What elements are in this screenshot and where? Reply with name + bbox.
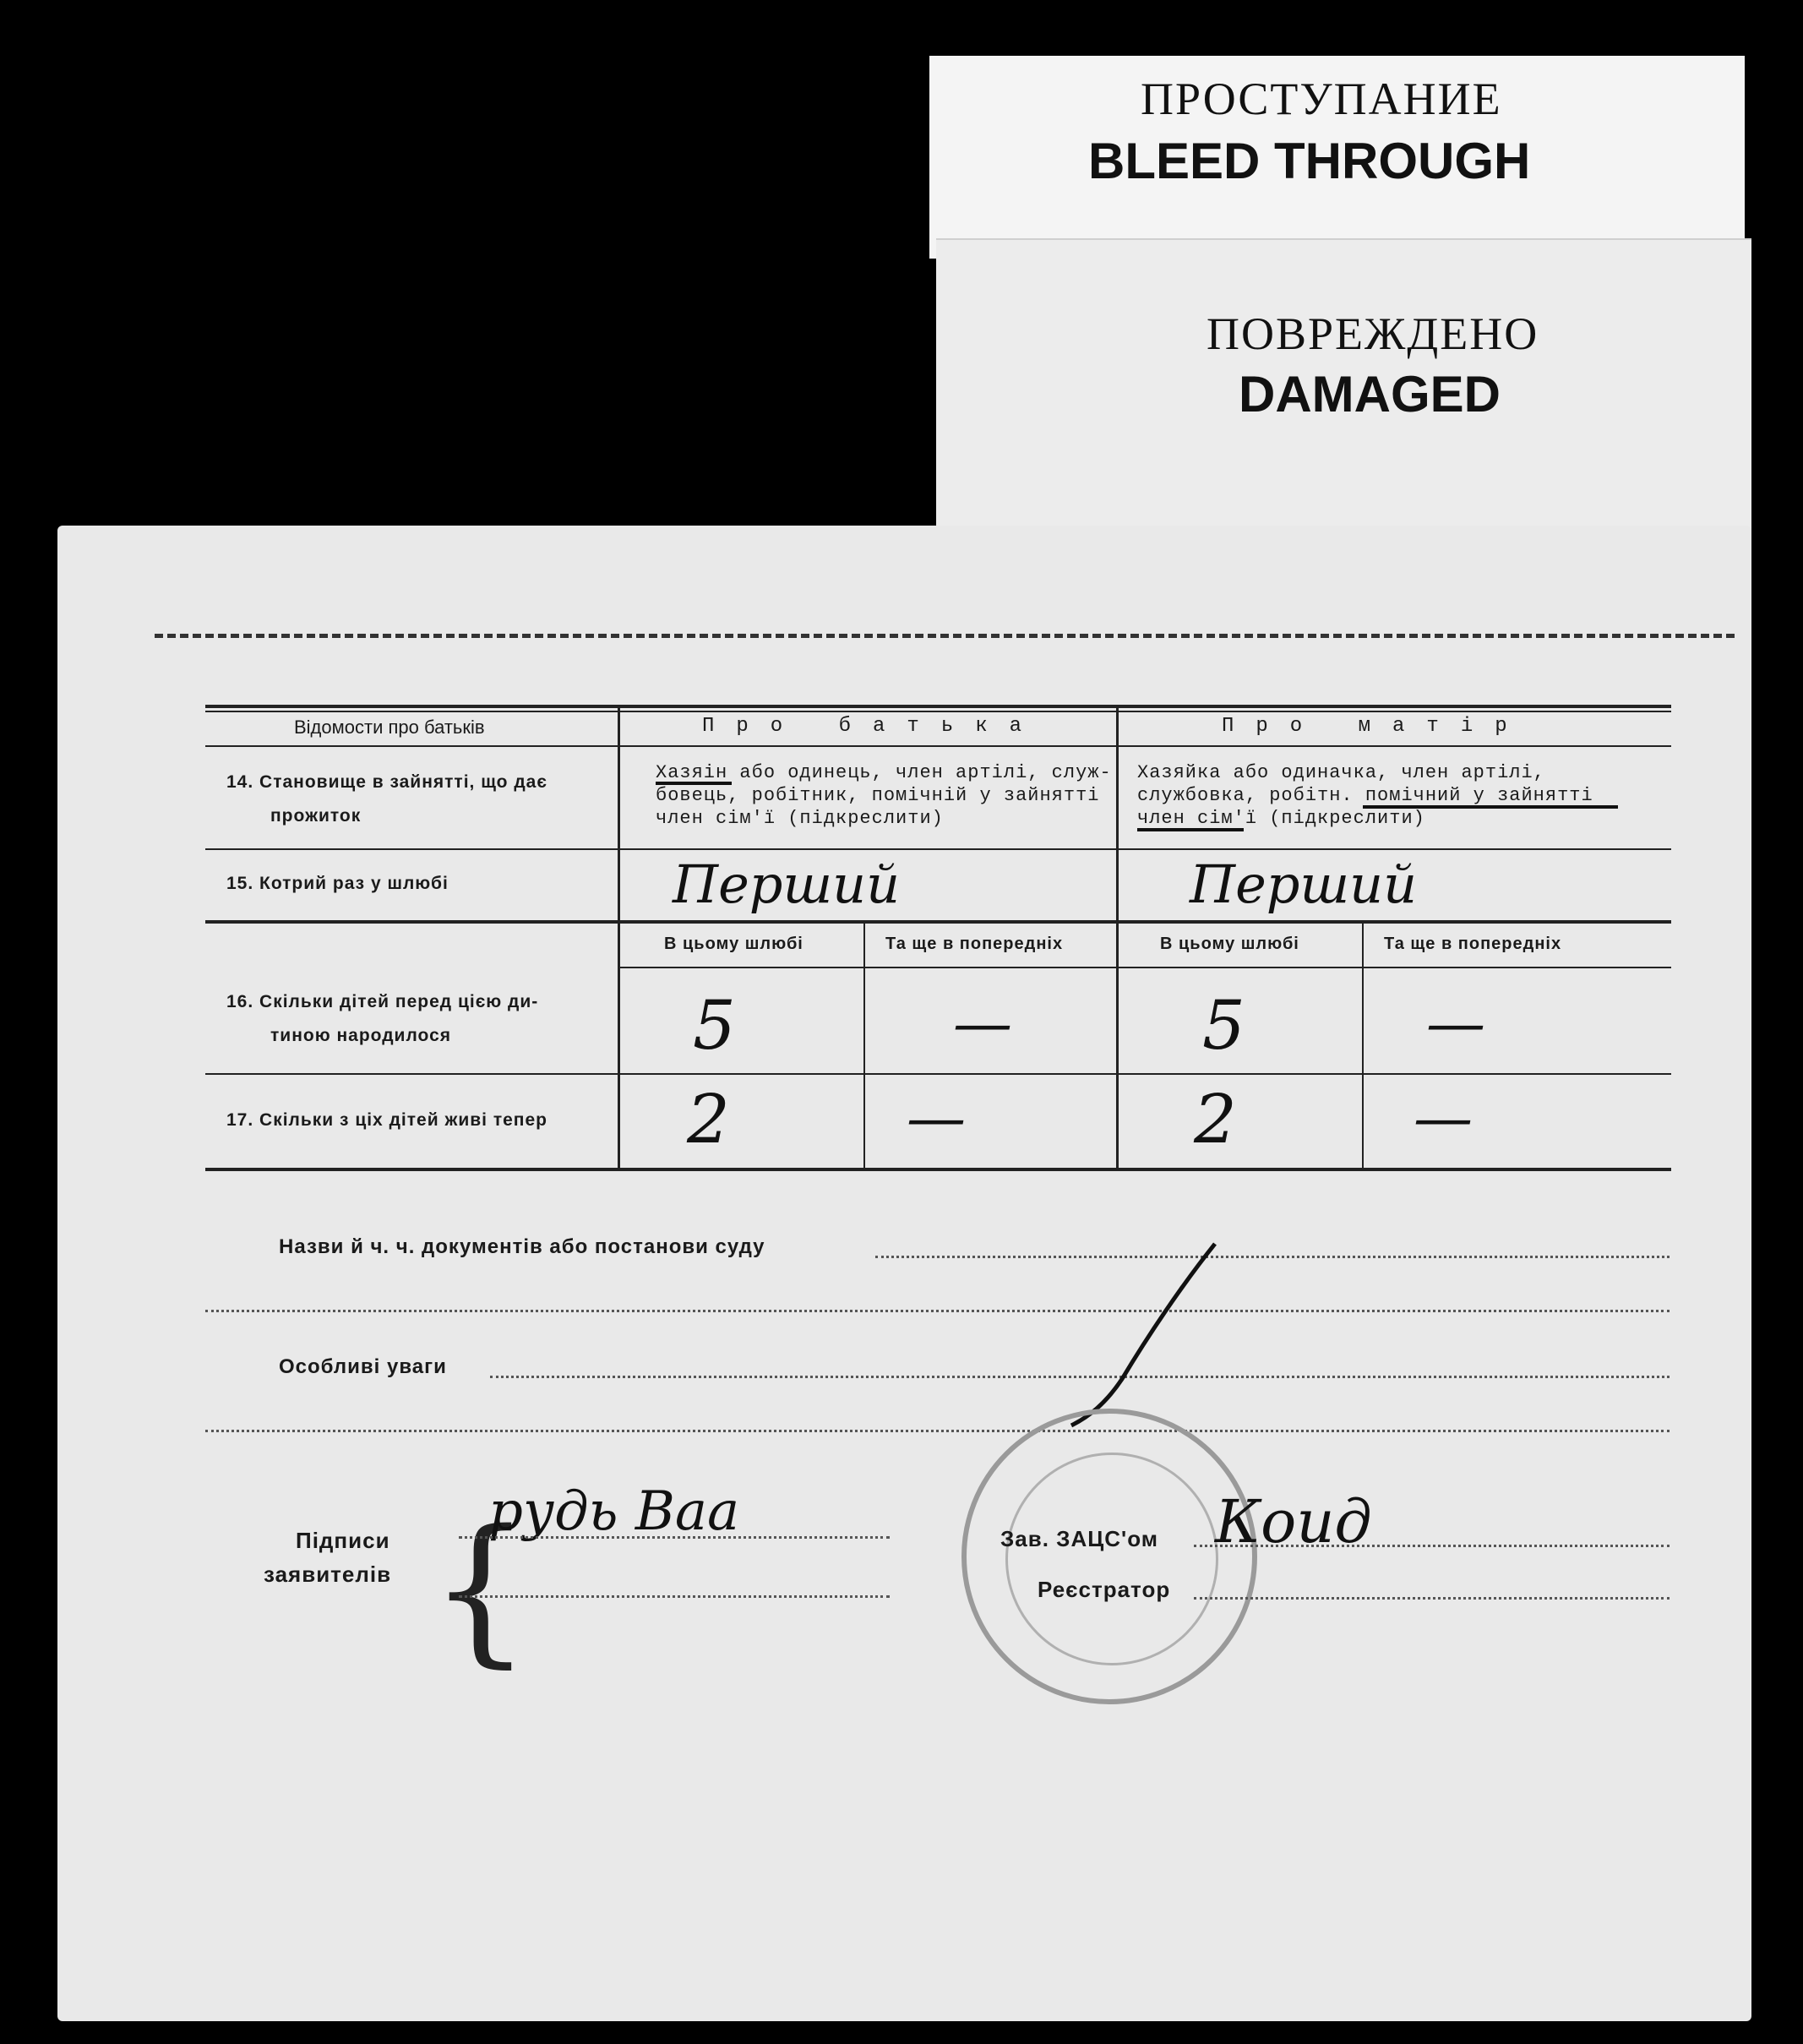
col-divider-2 [1116, 705, 1119, 1169]
head-line [1194, 1545, 1670, 1547]
row14-rule [205, 848, 1671, 850]
head-signature: Коид [1215, 1487, 1372, 1556]
sub-father-previous: Та ще в попередніх [885, 935, 1064, 953]
applicant-signature: рудь Ваа [488, 1480, 740, 1543]
row17-mother-current: 2 [1194, 1080, 1237, 1158]
sub-mother-in-marriage: В цьому шлюбі [1160, 935, 1299, 953]
sub-mother-previous: Та ще в попередніх [1384, 935, 1562, 953]
row14-father-line1: Хазяін або одинець, член артілі, служ- [656, 762, 1112, 783]
row17-father-previous: — [907, 1083, 966, 1153]
row14-father-underline [656, 782, 732, 785]
documents-line-2 [205, 1310, 1670, 1312]
row14-father-line2: бовець, робітник, помічній у зайнятті [656, 785, 1100, 806]
row16-rule [205, 1073, 1671, 1075]
row14-mother-line3: член сім'ї (підкреслити) [1137, 808, 1425, 829]
bleed-through-ru: ПРОСТУПАНИЕ [1141, 74, 1502, 124]
remarks-label: Особливі уваги [279, 1355, 447, 1378]
table-top-rule-2 [205, 711, 1671, 712]
documents-line-1 [875, 1256, 1670, 1258]
table-bottom-rule [205, 1168, 1671, 1171]
signatures-brace: { [429, 1496, 531, 1682]
row14-father-line3: член сім'ї (підкреслити) [656, 808, 944, 829]
documents-label: Назви й ч. ч. документів або постанови суду [279, 1235, 765, 1258]
col-divider-1 [618, 705, 620, 1169]
signatures-label-line2: заявителів [264, 1562, 392, 1587]
registrar-line [1194, 1597, 1670, 1600]
damaged-en: DAMAGED [1239, 366, 1501, 422]
header-rule [205, 745, 1671, 747]
col-divider-3 [863, 924, 865, 1169]
row14-mother-underline-1 [1363, 805, 1618, 809]
bleed-through-en: BLEED THROUGH [1088, 133, 1531, 189]
sub-father-in-marriage: В цьому шлюбі [664, 935, 803, 953]
row15-label: 15. Котрий раз у шлюбі [226, 874, 449, 893]
damaged-tag [936, 238, 1751, 544]
row17-label: 17. Скільки з ціх дітей живі тепер [226, 1110, 547, 1130]
row16-mother-current: 5 [1202, 986, 1245, 1065]
pen-stroke [1054, 1235, 1240, 1438]
row15-rule [205, 920, 1671, 924]
remarks-line-2 [205, 1430, 1670, 1432]
applicant-line-1 [459, 1536, 890, 1539]
header-parents-info: Відомости про батьків [294, 717, 485, 738]
stamp-inner-ring [1005, 1453, 1218, 1665]
row17-mother-previous: — [1414, 1083, 1473, 1153]
subheader-rule [619, 967, 1671, 968]
row15-mother-handwritten: Перший [1190, 853, 1418, 915]
col-divider-4 [1362, 924, 1364, 1169]
head-label: Зав. ЗАЦС'ом [1000, 1526, 1158, 1551]
row16-father-previous: — [953, 989, 1012, 1058]
registrar-label: Реєстратор [1038, 1577, 1171, 1602]
document-page [57, 526, 1751, 2021]
row16-label-line2: тиною народилося [270, 1026, 452, 1045]
table-top-rule [205, 705, 1671, 708]
row15-father-handwritten: Перший [673, 853, 901, 915]
header-mother: Про матір [1222, 715, 1529, 738]
row16-label-line1: 16. Скільки дітей перед цією ди- [226, 992, 539, 1011]
row14-mother-line1: Хазяйка або одиначка, член артілі, [1137, 762, 1545, 783]
row16-father-current: 5 [693, 986, 736, 1065]
tear-line [155, 634, 1735, 638]
signatures-label-line1: Підписи [296, 1528, 390, 1553]
header-father: Про батька [702, 715, 1044, 738]
official-stamp [961, 1409, 1257, 1704]
row14-mother-underline-2 [1137, 828, 1244, 831]
row14-label-line2: прожиток [270, 806, 362, 826]
row17-father-current: 2 [687, 1080, 730, 1158]
damaged-ru: ПОВРЕЖДЕНО [1207, 308, 1539, 359]
row16-mother-previous: — [1426, 989, 1485, 1058]
row14-label-line1: 14. Становище в зайнятті, що дає [226, 772, 547, 792]
applicant-line-2 [459, 1595, 890, 1598]
row14-mother-line2: службовка, робітн. помічний у зайнятті [1137, 785, 1593, 806]
bleed-through-tag [929, 56, 1745, 259]
